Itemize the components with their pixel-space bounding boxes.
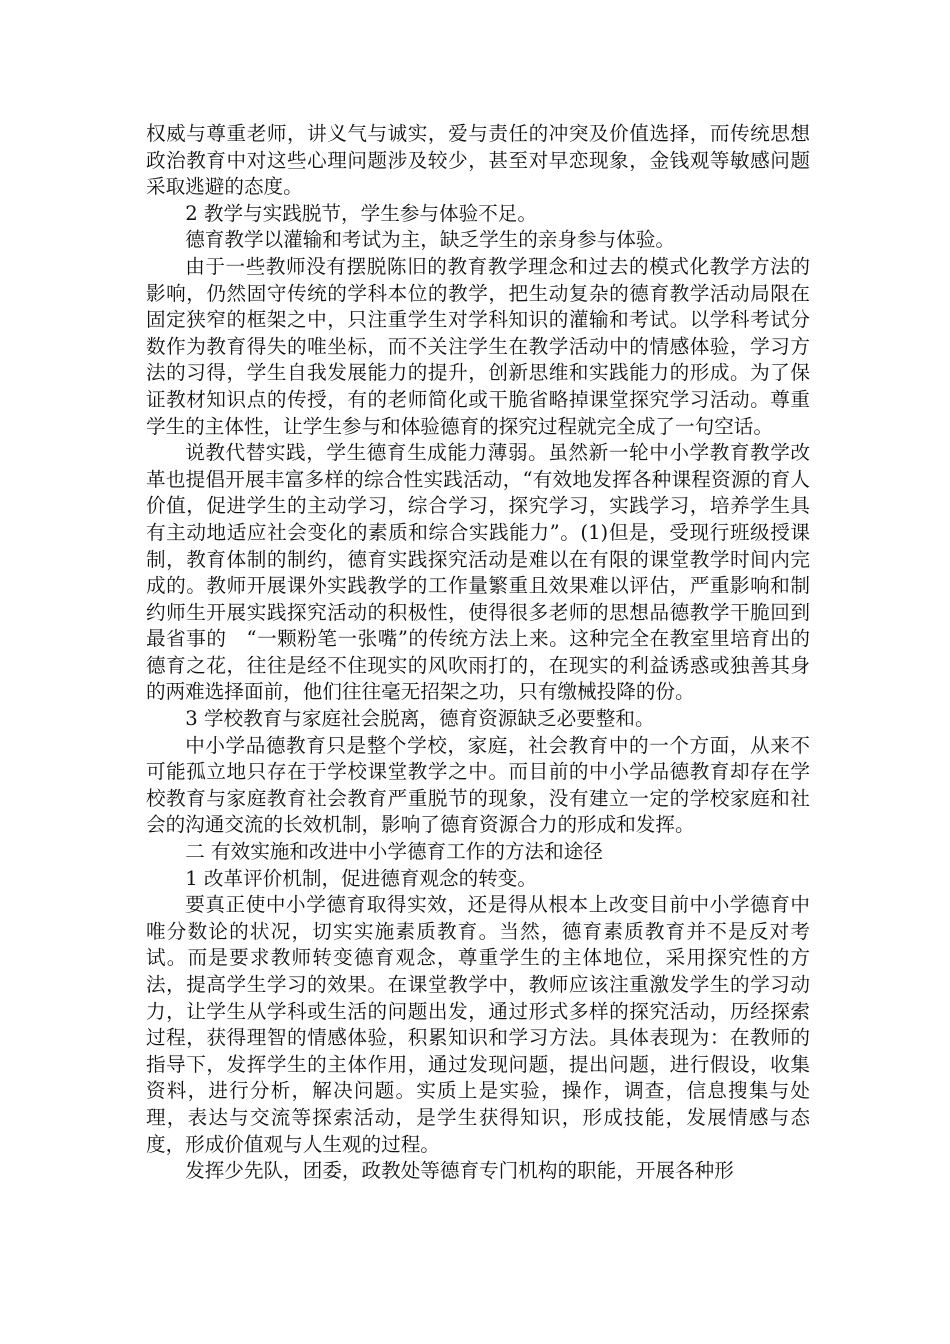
- section-heading: 3 学校教育与家庭社会脱离，德育资源缺乏必要整和。: [185, 707, 655, 731]
- section-heading: 2 教学与实践脱节，学生参与体验不足。: [185, 201, 537, 225]
- section-heading: 1 改革评价机制，促进德育观念的转变。: [185, 866, 537, 890]
- chapter-heading: 二 有效实施和改进中小学德育工作的方法和途径: [185, 840, 603, 864]
- paragraph: 权威与尊重老师，讲义气与诚实，爱与责任的冲突及价值选择，而传统思想政治教育中对这些心理问题涉及较少，甚至对早恋现象，金钱观等敏感问题采取逃避的态度。: [146, 122, 810, 199]
- document-body: [146, 121, 810, 1185]
- paragraph: 说教代替实践，学生德育生成能力薄弱。虽然新一轮中小学教育教学改革也提倡开展丰富多样的综合性实践活动，“有效地发挥各种课程资源的育人价值，促进学生的主动学习，综合学习，探究学习，实践学习，培养学生具有主动地适应社会变化的素质和综合实践能力”。(1)但是，受现行班级授课制，教育体制的制约，德育实践探究活动是难以在有限的课堂教学时间内完成的。教师开展课外实践教学的工作量繁重且效果难以评估，严重影响和制约师生开展实践探究活动的积极性，使得很多老师的思想品德教学干脆回到最省事的 “一颗粉笔一张嘴”的传统方法上来。这种完全在教室里培育出的德育之花，往往是经不住现实的风吹雨打的，在现实的利益诱惑或独善其身的两难选择面前，他们往往毫无招架之功，只有缴械投降的份。: [146, 441, 810, 704]
- paragraph: 中小学品德教育只是整个学校，家庭，社会教育中的一个方面，从来不可能孤立地只存在于学校课堂教学之中。而目前的中小学品德教育却存在学校教育与家庭教育社会教育严重脱节的现象，没有建立一定的学校家庭和社会的沟通交流的长效机制，影响了德育资源合力的形成和发挥。: [146, 733, 810, 837]
- paragraph: 要真正使中小学德育取得实效，还是得从根本上改变目前中小学德育中唯分数论的状况，切实实施素质教育。当然，德育素质教育并不是反对考试。而是要求教师转变德育观念，尊重学生的主体地位，采用探究性的方法，提高学生学习的效果。在课堂教学中，教师应该注重激发学生的学习动力，让学生从学科或生活的问题出发，通过形式多样的探究活动，历经探索过程，获得理智的情感体验，积累知识和学习方法。具体表现为：在教师的指导下，发挥学生的主体作用，通过发现问题，提出问题，进行假设，收集资料，进行分析，解决问题。实质上是实验，操作，调查，信息搜集与处理，表达与交流等探索活动，是学生获得知识，形成技能，发展情感与态度，形成价值观与人生观的过程。: [146, 893, 810, 1156]
- paragraph: 由于一些教师没有摆脱陈旧的教育教学理念和过去的模式化教学方法的影响，仍然固守传统的学科本位的教学，把生动复杂的德育教学活动局限在固定狭窄的框架之中，只注重学生对学科知识的灌输和考试。以学科考试分数作为教育得失的唯坐标，而不关注学生在教学活动中的情感体验，学习方法的习得，学生自我发展能力的提升，创新思维和实践能力的形成。为了保证教材知识点的传授，有的老师简化或干脆省略掉课堂探究学习活动。尊重学生的主体性，让学生参与和体验德育的探究过程就完全成了一句空话。: [146, 254, 810, 438]
- paragraph: 德育教学以灌输和考试为主，缺乏学生的亲身参与体验。: [185, 228, 676, 252]
- paragraph: 发挥少先队，团委，政教处等德育专门机构的职能，开展各种形: [185, 1159, 734, 1183]
